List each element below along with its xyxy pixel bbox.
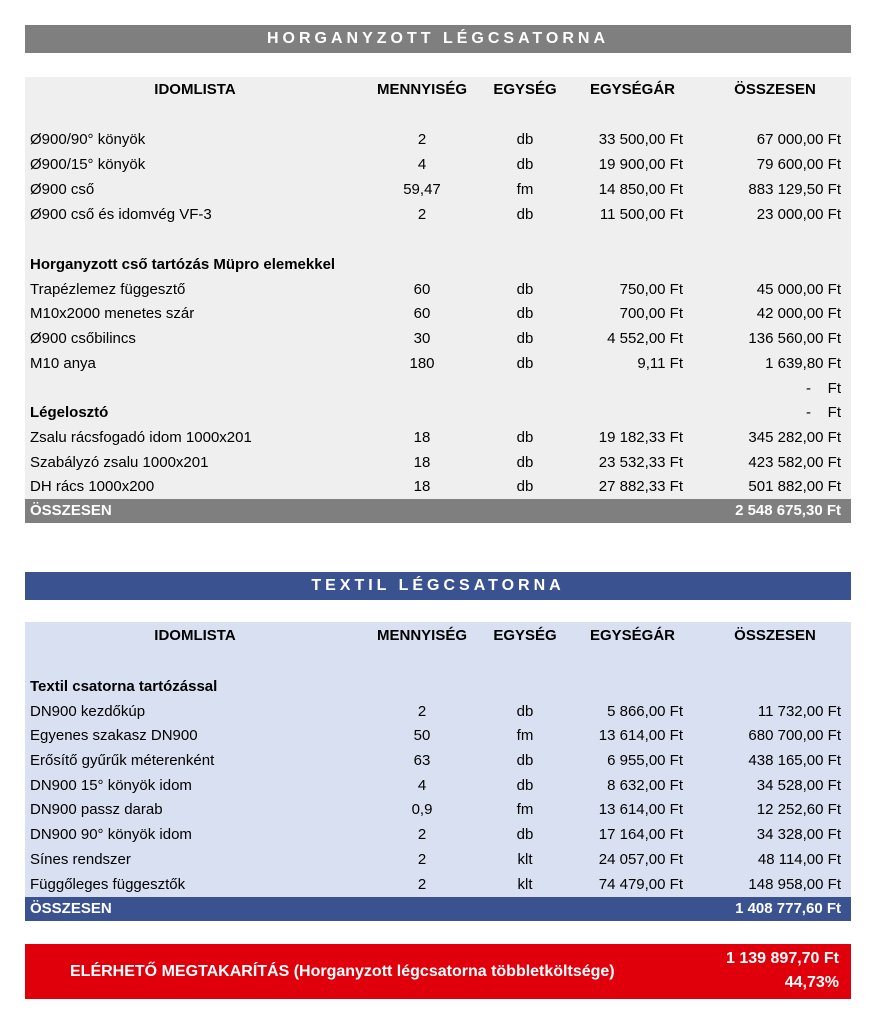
item-unit: fm xyxy=(516,727,534,744)
item-price: 8 632,00 Ft xyxy=(607,777,683,794)
header-name: IDOMLISTA xyxy=(154,627,236,644)
item-unit: db xyxy=(516,454,534,471)
item-qty: 2 xyxy=(417,851,427,868)
item-unit: klt xyxy=(517,851,533,868)
table-row xyxy=(25,302,851,326)
item-price: 14 850,00 Ft xyxy=(598,181,683,198)
item-unit: db xyxy=(516,206,534,223)
item-price: 11 500,00 Ft xyxy=(599,206,683,223)
textile-title-bar xyxy=(25,572,851,600)
section-title-distributor xyxy=(25,401,851,425)
item-price: 4 552,00 Ft xyxy=(607,330,683,347)
sum-value: 2 548 675,30 Ft xyxy=(735,502,841,519)
item-unit: db xyxy=(516,355,534,372)
galvanized-table xyxy=(25,77,851,499)
item-qty: 0,9 xyxy=(411,801,433,818)
item-total: 48 114,00 Ft xyxy=(757,851,841,868)
item-name: Függőleges függesztők xyxy=(30,876,186,893)
item-total: 883 129,50 Ft xyxy=(748,181,841,198)
item-price: 19 182,33 Ft xyxy=(598,429,683,446)
item-total: 438 165,00 Ft xyxy=(748,752,841,769)
item-total: 423 582,00 Ft xyxy=(748,454,841,471)
item-name: Ø900 cső xyxy=(30,181,95,198)
item-qty: 18 xyxy=(413,429,431,446)
table-row xyxy=(25,278,851,302)
item-qty: 2 xyxy=(417,703,427,720)
item-qty: 2 xyxy=(417,826,427,843)
table-row xyxy=(25,873,851,897)
table-row xyxy=(25,848,851,872)
item-unit: fm xyxy=(516,801,534,818)
item-name: Ø900/15° könyök xyxy=(30,156,146,173)
dash-total: - Ft xyxy=(806,404,841,421)
item-total: 11 732,00 Ft xyxy=(757,703,841,720)
table-row xyxy=(25,178,851,202)
item-price: 33 500,00 Ft xyxy=(598,131,683,148)
item-price: 74 479,00 Ft xyxy=(598,876,683,893)
item-unit: db xyxy=(516,777,534,794)
item-price: 5 866,00 Ft xyxy=(607,703,683,720)
table-row xyxy=(25,700,851,724)
item-name: Zsalu rácsfogadó idom 1000x201 xyxy=(30,429,252,446)
item-name: M10x2000 menetes szár xyxy=(30,305,195,322)
header-qty: MENNYISÉG xyxy=(376,627,467,644)
textile-sum-row xyxy=(25,897,851,921)
table-row xyxy=(25,749,851,773)
item-name: Egyenes szakasz DN900 xyxy=(30,727,198,744)
item-name: DN900 kezdőkúp xyxy=(30,703,146,720)
item-total: 23 000,00 Ft xyxy=(756,206,841,223)
item-total: 680 700,00 Ft xyxy=(748,727,841,744)
item-price: 750,00 Ft xyxy=(619,281,683,298)
dash-total: - Ft xyxy=(806,380,841,397)
item-unit: db xyxy=(516,429,534,446)
item-price: 27 882,33 Ft xyxy=(598,478,683,495)
item-unit: db xyxy=(516,703,534,720)
item-total: 136 560,00 Ft xyxy=(748,330,841,347)
savings-percent: 44,73% xyxy=(784,974,839,991)
textile-table xyxy=(25,622,851,897)
item-qty: 4 xyxy=(417,777,427,794)
item-unit: db xyxy=(516,752,534,769)
table-row xyxy=(25,426,851,450)
section-title: Horganyzott cső tartózás Müpro elemekkel xyxy=(30,256,336,273)
section-title: Textil csatorna tartózással xyxy=(30,678,218,695)
header-total: ÖSSZESEN xyxy=(734,627,816,644)
item-name: Ø900 cső és idomvég VF-3 xyxy=(30,206,212,223)
item-total: 34 528,00 Ft xyxy=(756,777,841,794)
item-name: Szabályzó zsalu 1000x201 xyxy=(30,454,209,471)
table-row xyxy=(25,451,851,475)
item-price: 700,00 Ft xyxy=(619,305,683,322)
galvanized-title: HORGANYZOTT LÉGCSATORNA xyxy=(266,30,610,47)
item-price: 23 532,33 Ft xyxy=(598,454,683,471)
empty-total-row xyxy=(25,377,851,401)
item-qty: 30 xyxy=(413,330,431,347)
sum-label: ÖSSZESEN xyxy=(30,900,112,917)
table-row xyxy=(25,774,851,798)
item-price: 9,11 Ft xyxy=(637,355,683,372)
item-qty: 4 xyxy=(417,156,427,173)
item-total: 34 328,00 Ft xyxy=(756,826,841,843)
item-qty: 60 xyxy=(413,281,431,298)
item-qty: 60 xyxy=(413,305,431,322)
item-price: 6 955,00 Ft xyxy=(607,752,683,769)
header-unit: EGYSÉG xyxy=(493,81,557,98)
item-total: 67 000,00 Ft xyxy=(756,131,841,148)
item-qty: 18 xyxy=(413,478,431,495)
table-row xyxy=(25,203,851,227)
table-row xyxy=(25,823,851,847)
item-name: DN900 90° könyök idom xyxy=(30,826,192,843)
table-row xyxy=(25,798,851,822)
table-row xyxy=(25,153,851,177)
header-unit: EGYSÉG xyxy=(493,627,557,644)
textile-title: TEXTIL LÉGCSATORNA xyxy=(311,577,565,594)
section-title: Légelosztó xyxy=(30,404,109,421)
header-price: EGYSÉGÁR xyxy=(589,81,676,98)
item-price: 13 614,00 Ft xyxy=(598,801,683,818)
savings-amount: 1 139 897,70 Ft xyxy=(726,950,839,967)
item-qty: 2 xyxy=(417,131,427,148)
item-unit: db xyxy=(516,305,534,322)
header-price: EGYSÉGÁR xyxy=(589,627,676,644)
item-total: 345 282,00 Ft xyxy=(748,429,841,446)
item-price: 13 614,00 Ft xyxy=(598,727,683,744)
item-qty: 63 xyxy=(413,752,431,769)
item-qty: 18 xyxy=(413,454,431,471)
item-qty: 2 xyxy=(417,206,427,223)
item-total: 148 958,00 Ft xyxy=(748,876,841,893)
item-name: M10 anya xyxy=(30,355,96,372)
galvanized-sum-row xyxy=(25,499,851,523)
header-total: ÖSSZESEN xyxy=(734,81,816,98)
item-qty: 59,47 xyxy=(403,181,441,198)
item-name: Trapézlemez függesztő xyxy=(30,281,186,298)
table-row xyxy=(25,327,851,351)
sum-value: 1 408 777,60 Ft xyxy=(735,900,841,917)
table-row xyxy=(25,128,851,152)
table-row xyxy=(25,352,851,376)
section-title-support xyxy=(25,253,851,277)
item-total: 79 600,00 Ft xyxy=(756,156,841,173)
table-row xyxy=(25,475,851,499)
item-qty: 50 xyxy=(413,727,431,744)
item-total: 42 000,00 Ft xyxy=(756,305,841,322)
savings-label: ELÉRHETŐ MEGTAKARÍTÁS (Horganyzott légcsatorna többletköltsége) xyxy=(70,963,615,980)
item-unit: db xyxy=(516,281,534,298)
section-title-textile xyxy=(25,675,851,699)
item-unit: db xyxy=(516,330,534,347)
item-total: 1 639,80 Ft xyxy=(765,355,841,372)
item-qty: 2 xyxy=(417,876,427,893)
item-price: 19 900,00 Ft xyxy=(598,156,683,173)
item-price: 24 057,00 Ft xyxy=(598,851,683,868)
item-unit: db xyxy=(516,826,534,843)
item-total: 501 882,00 Ft xyxy=(748,478,841,495)
galvanized-header-row xyxy=(25,78,851,102)
item-name: Sínes rendszer xyxy=(30,851,131,868)
item-unit: db xyxy=(516,131,534,148)
textile-header-row xyxy=(25,624,851,648)
item-qty: 180 xyxy=(409,355,435,372)
item-name: Ø900/90° könyök xyxy=(30,131,146,148)
item-name: DH rács 1000x200 xyxy=(30,478,155,495)
item-unit: fm xyxy=(516,181,534,198)
header-qty: MENNYISÉG xyxy=(376,81,467,98)
item-name: DN900 15° könyök idom xyxy=(30,777,192,794)
galvanized-title-bar xyxy=(25,25,851,53)
item-name: Erősítő gyűrűk méterenként xyxy=(30,752,215,769)
item-total: 45 000,00 Ft xyxy=(756,281,841,298)
header-name: IDOMLISTA xyxy=(154,81,236,98)
item-price: 17 164,00 Ft xyxy=(598,826,683,843)
item-unit: klt xyxy=(517,876,533,893)
item-unit: db xyxy=(516,156,534,173)
item-total: 12 252,60 Ft xyxy=(756,801,841,818)
item-unit: db xyxy=(516,478,534,495)
item-name: Ø900 csőbilincs xyxy=(30,330,136,347)
table-row xyxy=(25,724,851,748)
savings-banner xyxy=(25,944,851,999)
item-name: DN900 passz darab xyxy=(30,801,163,818)
sum-label: ÖSSZESEN xyxy=(30,502,112,519)
